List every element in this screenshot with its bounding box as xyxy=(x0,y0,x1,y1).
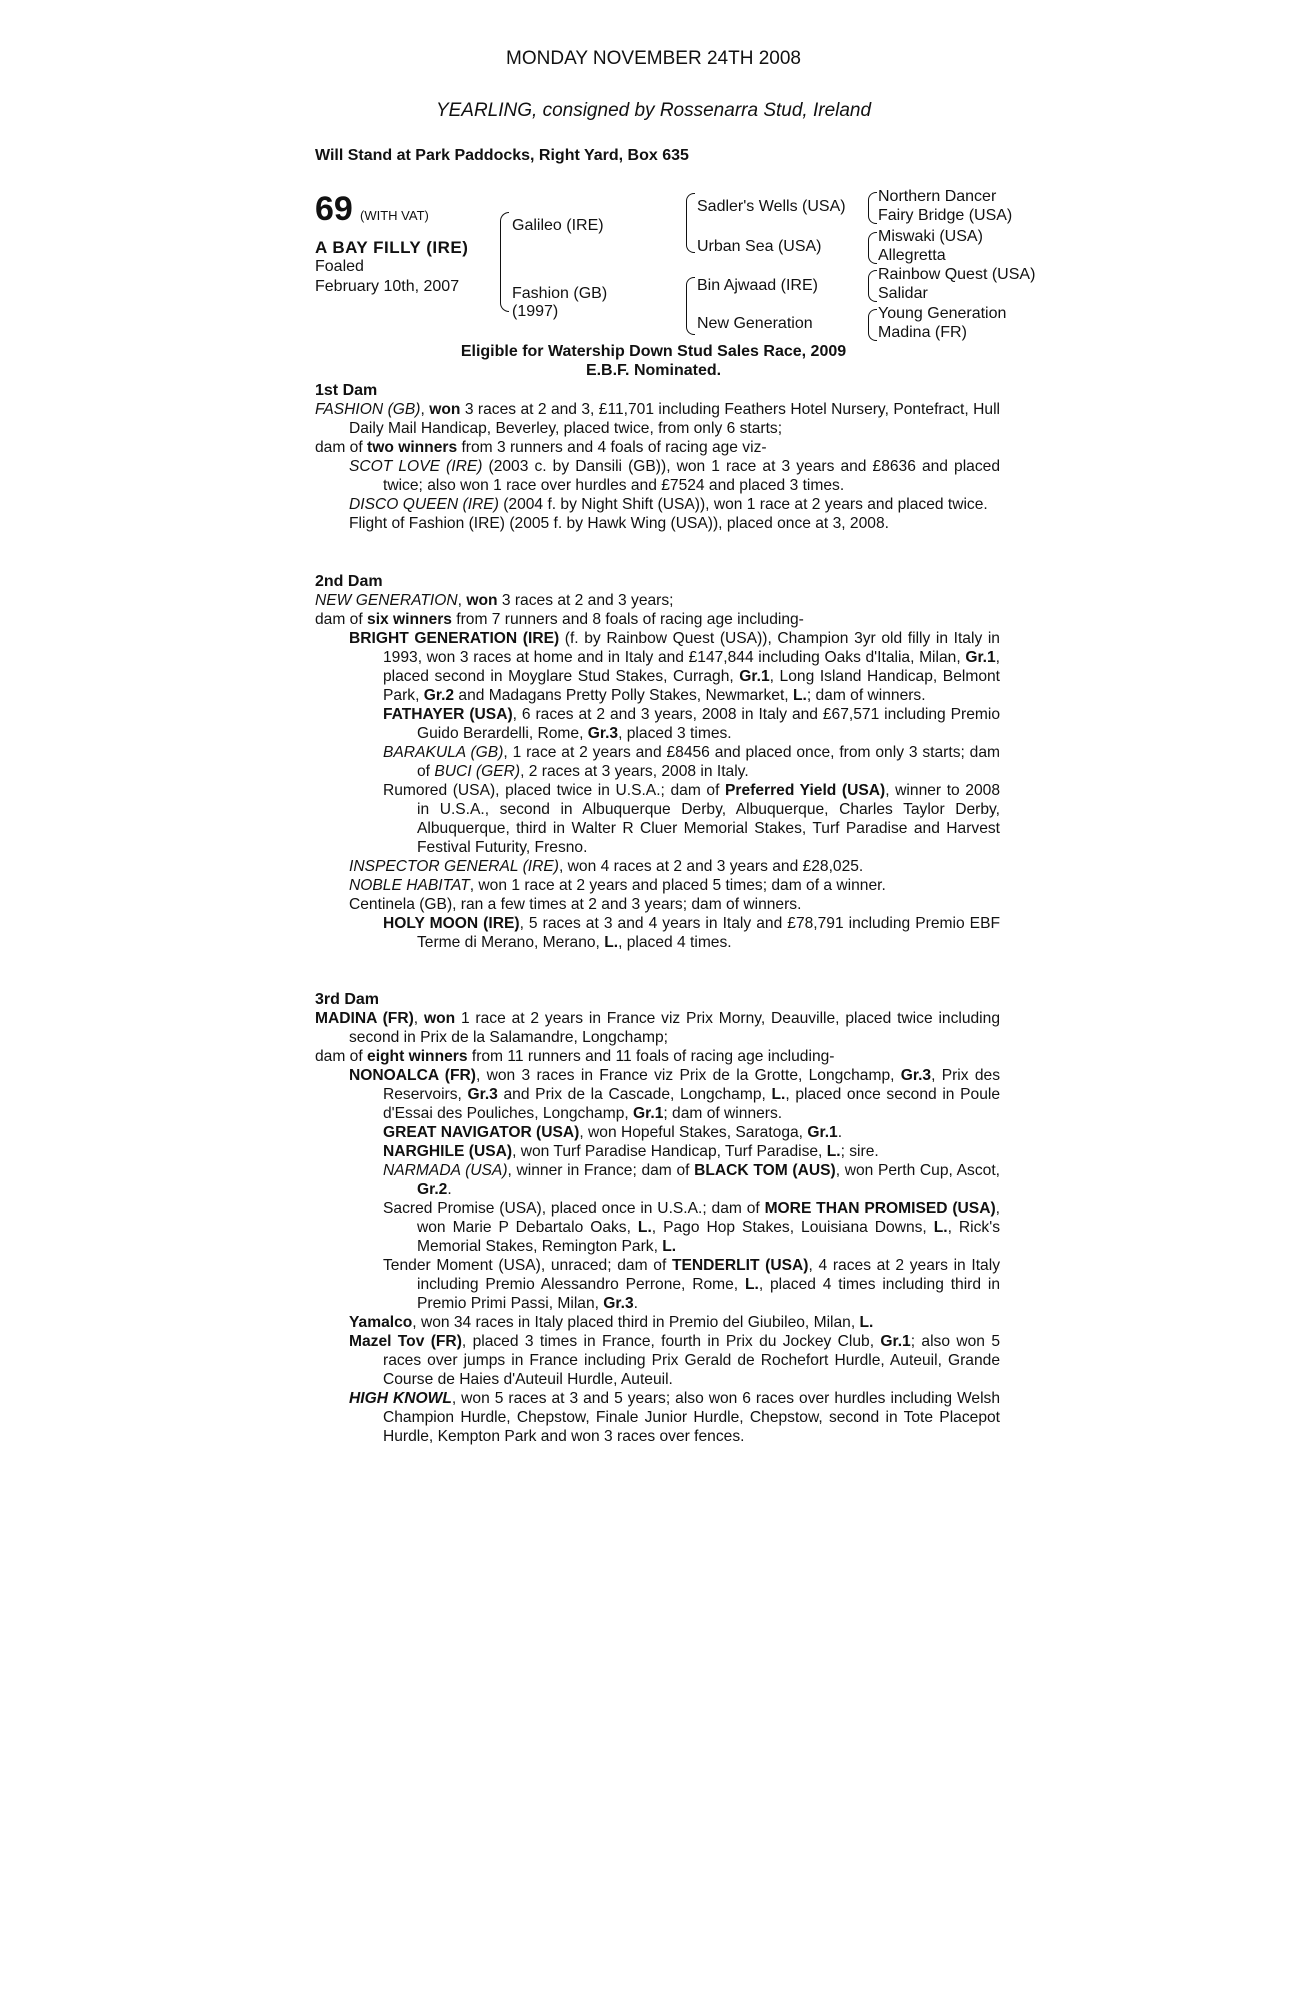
produce-item xyxy=(349,876,1000,895)
produce-name: SCOT LOVE (IRE) xyxy=(349,458,483,475)
text: , 1 race at 2 years and £8456 and placed once, from only 3 starts; dam of xyxy=(417,744,1000,780)
text: , won 34 races in Italy placed third in Premio del Giubileo, Milan, xyxy=(412,1314,860,1331)
produce-name: TENDERLIT (USA) xyxy=(671,1257,809,1274)
produce-name: BUCI (GER) xyxy=(434,763,521,780)
sire-sire: Sadler's Wells (USA) xyxy=(697,198,846,215)
text: , won Marie P Debartalo Oaks, xyxy=(417,1200,1000,1236)
text: , won Perth Cup, Ascot, xyxy=(835,1162,1000,1179)
produce-item xyxy=(349,1313,1000,1332)
dam-name: MADINA (FR) xyxy=(315,1010,414,1027)
produce-item xyxy=(349,495,1000,514)
winners-count: eight winners xyxy=(367,1048,468,1065)
produce-name: BLACK TOM (AUS) xyxy=(694,1162,836,1179)
brace-g3-1 xyxy=(868,192,877,224)
grade: L. xyxy=(662,1238,677,1255)
text: , placed 4 times including third in Premio Primi Passi, Milan, xyxy=(417,1276,1001,1312)
produce-name: NONOALCA (FR) xyxy=(349,1067,476,1084)
foaled-label: Foaled xyxy=(315,258,364,275)
gg-1: Northern Dancer xyxy=(878,188,997,205)
grade: Gr.1 xyxy=(633,1105,664,1122)
text: (2003 c. by Dansili (GB)), won 1 race at 3 years and £8636 and placed twice; also won 1 race over hurdles and £7524 and placed 3 times. xyxy=(383,458,1001,494)
dam: Fashion (GB) xyxy=(512,285,608,302)
produce-name: Mazel Tov (FR) xyxy=(349,1333,462,1350)
text: , 5 races at 3 and 4 years in Italy and £78,791 including Premio EBF Terme di Merano, Merano, xyxy=(417,915,1000,951)
grade: L. xyxy=(826,1143,841,1160)
produce-item xyxy=(383,914,1000,952)
produce-name: NARMADA (USA) xyxy=(383,1162,508,1179)
grade: Gr.1 xyxy=(965,649,996,666)
second-dam-heading: 2nd Dam xyxy=(315,573,383,590)
text: Tender Moment (USA), unraced; dam of xyxy=(383,1257,672,1274)
text: ; sire. xyxy=(840,1143,879,1160)
text: , winner to 2008 in U.S.A., second in Albuquerque Derby, Albuquerque, Charles Taylor Derby, Albuquerque, third in Walter R Cluer Memorial Stakes, Turf Paradise and Harvest Festival Futurity, Fresno. xyxy=(417,782,1000,856)
text: dam of xyxy=(315,1048,368,1065)
text: . xyxy=(447,1181,452,1198)
dam-sire: Bin Ajwaad (IRE) xyxy=(697,277,818,294)
produce-item xyxy=(349,1066,1000,1123)
text: , won 4 races at 2 and 3 years and £28,025. xyxy=(558,858,864,875)
gg-6: Salidar xyxy=(878,285,928,302)
produce-name: DISCO QUEEN (IRE) xyxy=(349,496,499,513)
dam-name: FASHION (GB) xyxy=(315,401,421,418)
dam-year: (1997) xyxy=(512,303,559,320)
text: , placed second in Moyglare Stud Stakes, Curragh, xyxy=(383,649,1000,685)
sire: Galileo (IRE) xyxy=(512,217,604,234)
grade: Gr.3 xyxy=(603,1295,634,1312)
text: , Pago Hop Stakes, Louisiana Downs, xyxy=(651,1219,934,1236)
won-label: won xyxy=(466,592,498,609)
dam-dam: New Generation xyxy=(697,315,813,332)
horse-name: A BAY FILLY (IRE) xyxy=(315,238,469,257)
consignment-line: YEARLING, consigned by Rossenarra Stud, Ireland xyxy=(435,100,872,121)
grade: Gr.1 xyxy=(739,668,770,685)
grade: L. xyxy=(637,1219,652,1236)
first-dam-heading: 1st Dam xyxy=(315,382,378,399)
produce-name: NARGHILE (USA) xyxy=(383,1143,513,1160)
eligibility-line: Eligible for Watership Down Stud Sales Race, 2009 xyxy=(460,343,847,360)
text: 3 races at 2 and 3 years; xyxy=(497,592,674,609)
text: . xyxy=(633,1295,638,1312)
produce-name: HOLY MOON (IRE) xyxy=(383,915,520,932)
text: , placed once second in Poule d'Essai des Pouliches, Longchamp, xyxy=(383,1086,1001,1122)
text: , 2 races at 3 years, 2008 in Italy. xyxy=(520,763,749,780)
text: from 11 runners and 11 foals of racing age including- xyxy=(467,1048,835,1065)
third-dam-produce xyxy=(315,1047,1000,1066)
produce-item xyxy=(349,514,1000,533)
produce-item xyxy=(349,1332,1000,1389)
text: Flight of Fashion (IRE) (2005 f. by Hawk Wing (USA)), placed once at 3, 2008. xyxy=(349,515,889,532)
text: , Long Island Handicap, Belmont Park, xyxy=(383,668,1000,704)
grade: Gr.2 xyxy=(417,1181,448,1198)
lot-number: 69 xyxy=(315,190,353,228)
produce-item xyxy=(349,895,1000,914)
produce-name: INSPECTOR GENERAL (IRE) xyxy=(349,858,559,875)
ebf-line: E.B.F. Nominated. xyxy=(585,362,722,379)
produce-name: GREAT NAVIGATOR (USA) xyxy=(383,1124,580,1141)
third-dam-section xyxy=(315,990,1000,1446)
text: , won Hopeful Stakes, Saratoga, xyxy=(579,1124,808,1141)
text: from 3 runners and 4 foals of racing age viz- xyxy=(457,439,767,456)
gg-2: Fairy Bridge (USA) xyxy=(878,207,1013,224)
produce-name: BRIGHT GENERATION (IRE) xyxy=(349,630,560,647)
first-dam-section xyxy=(315,381,1000,533)
text: , xyxy=(413,1010,424,1027)
grade: L. xyxy=(792,687,807,704)
text: , won 5 races at 3 and 5 years; also won 6 races over hurdles including Welsh Champion Hurdle, Chepstow, Finale Junior Hurdle, Chepstow, second in Tote Placepot Hurdle, Kempton Park and won 3 races over fences. xyxy=(383,1390,1001,1445)
grade: Gr.3 xyxy=(900,1067,932,1084)
produce-name: MORE THAN PROMISED (USA) xyxy=(764,1200,996,1217)
produce-item xyxy=(349,457,1000,495)
first-dam-record: FASHION (GB), won 3 races at 2 and 3, £11,701 including Feathers Hotel Nursery, Pontefract, Hull Daily Mail Handicap, Beverley, placed twice, from only 6 starts; xyxy=(315,401,1000,437)
text: (f. by Rainbow Quest (USA)), Champion 3yr old filly in Italy in 1993, won 3 races at home and in Italy and £147,844 including Oaks d'Italia, Milan, xyxy=(383,630,1000,666)
text: . xyxy=(837,1124,843,1141)
gg-5: Rainbow Quest (USA) xyxy=(878,266,1036,283)
third-dam-record xyxy=(315,1009,1000,1047)
brace-g3-4 xyxy=(868,309,877,341)
produce-item xyxy=(383,781,1000,857)
text: , won 1 race at 2 years and placed 5 times; dam of a winner. xyxy=(469,877,886,894)
text: , xyxy=(457,592,467,609)
grade: Gr.1 xyxy=(880,1333,911,1350)
produce-name: Preferred Yield (USA) xyxy=(725,782,886,799)
text: , winner in France; dam of xyxy=(507,1162,695,1179)
grade: Gr.3 xyxy=(587,725,619,742)
grade: L. xyxy=(604,934,619,951)
produce-name: FATHAYER (USA) xyxy=(383,706,513,723)
vat-note: (WITH VAT) xyxy=(360,208,429,223)
second-dam-section xyxy=(315,572,1000,952)
text: and Madagans Pretty Polly Stakes, Newmarket, xyxy=(454,687,793,704)
brace-sire-line xyxy=(686,193,695,253)
text: Centinela (GB), ran a few times at 2 and 3 years; dam of winners. xyxy=(349,896,802,913)
grade: L. xyxy=(859,1314,874,1331)
produce-item xyxy=(383,1161,1000,1199)
record-text: 3 races at 2 and 3, £11,701 including Feathers Hotel Nursery, Pontefract, Hull Daily Mail Handicap, Beverley, placed twice, from only 6 starts; xyxy=(349,401,1000,437)
text: , Rick's Memorial Stakes, Remington Park, xyxy=(417,1219,1000,1255)
produce-name: Yamalco xyxy=(349,1314,413,1331)
produce-name: BARAKULA (GB) xyxy=(383,744,504,761)
text: ; also won 5 races over jumps in France including Prix Gerald de Rochefort Hurdle, Auteuil, Grande Course de Haies d'Auteuil Hurdle, Auteuil. xyxy=(383,1333,1000,1388)
sire-dam: Urban Sea (USA) xyxy=(697,238,822,255)
produce-name: NOBLE HABITAT xyxy=(349,877,470,894)
text: , placed 3 times in France, fourth in Prix du Jockey Club, xyxy=(461,1333,881,1350)
produce-item xyxy=(349,629,1000,705)
second-dam-record xyxy=(315,591,1000,610)
produce-item xyxy=(349,1389,1000,1446)
winners-count: two winners xyxy=(367,439,458,456)
gg-3: Miswaki (USA) xyxy=(878,228,983,245)
text: , placed 4 times. xyxy=(618,934,732,951)
text: , placed 3 times. xyxy=(618,725,732,742)
text: 1 race at 2 years in France viz Prix Morny, Deauville, placed twice including second in Prix de la Salamandre, Longchamp; xyxy=(349,1010,1000,1046)
text: Sacred Promise (USA), placed once in U.S.A.; dam of xyxy=(383,1200,765,1217)
text: dam of xyxy=(315,611,368,628)
grade: Gr.3 xyxy=(467,1086,498,1103)
text: ; dam of winners. xyxy=(806,687,926,704)
won-label: won xyxy=(423,1010,456,1027)
first-dam-produce xyxy=(315,438,1000,457)
produce-item xyxy=(383,1256,1000,1313)
grade: Gr.1 xyxy=(807,1124,838,1141)
foaled-date: February 10th, 2007 xyxy=(315,278,460,295)
gg-8: Madina (FR) xyxy=(878,324,967,341)
winners-count: six winners xyxy=(367,611,452,628)
text: , won Turf Paradise Handicap, Turf Paradise, xyxy=(512,1143,827,1160)
produce-item xyxy=(383,1142,1000,1161)
produce-item xyxy=(383,743,1000,781)
text: Rumored (USA), placed twice in U.S.A.; dam of xyxy=(383,782,725,799)
grade: L. xyxy=(771,1086,786,1103)
dam-name: NEW GENERATION xyxy=(315,592,458,609)
second-dam-produce xyxy=(315,610,1000,629)
brace-dam-line xyxy=(686,277,695,335)
text: , 6 races at 2 and 3 years, 2008 in Italy and £67,571 including Premio Guido Berardelli, Rome, xyxy=(417,706,1000,742)
grade: L. xyxy=(933,1219,948,1236)
text: dam of xyxy=(315,439,368,456)
produce-item xyxy=(383,1123,1000,1142)
gg-4: Allegretta xyxy=(878,247,946,264)
location-line: Will Stand at Park Paddocks, Right Yard, Box 635 xyxy=(315,147,689,164)
grade: L. xyxy=(744,1276,759,1293)
text: and Prix de la Cascade, Longchamp, xyxy=(497,1086,772,1103)
text: , won 3 races in France viz Prix de la Grotte, Longchamp, xyxy=(475,1067,901,1084)
text: , 4 races at 2 years in Italy including Premio Alessandro Perrone, Rome, xyxy=(417,1257,1000,1293)
grade: Gr.2 xyxy=(423,687,455,704)
third-dam-heading: 3rd Dam xyxy=(315,991,380,1008)
text: ; dam of winners. xyxy=(663,1105,783,1122)
text: from 7 runners and 8 foals of racing age including- xyxy=(451,611,804,628)
brace-g3-3 xyxy=(868,270,877,302)
sale-date: MONDAY NOVEMBER 24TH 2008 xyxy=(506,48,801,69)
text: (2004 f. by Night Shift (USA)), won 1 race at 2 years and placed twice. xyxy=(498,496,988,513)
won-label: won xyxy=(429,401,461,418)
produce-item xyxy=(349,857,1000,876)
produce-item xyxy=(383,1199,1000,1256)
text: , Prix des Reservoirs, xyxy=(383,1067,1000,1103)
produce-item xyxy=(383,705,1000,743)
brace-generation-1 xyxy=(500,212,509,312)
produce-name: HIGH KNOWL xyxy=(349,1390,452,1407)
brace-g3-2 xyxy=(868,232,877,264)
gg-7: Young Generation xyxy=(878,305,1007,322)
